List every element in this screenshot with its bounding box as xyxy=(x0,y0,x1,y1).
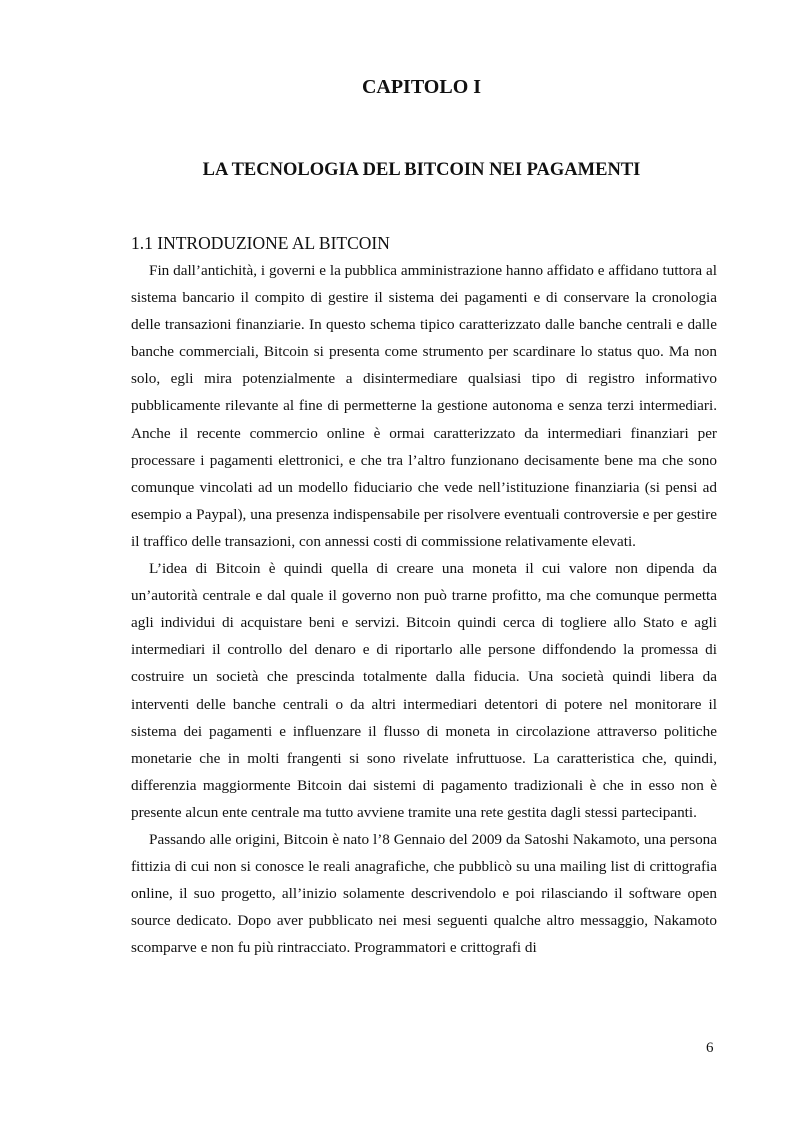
body-text xyxy=(131,257,717,961)
chapter-title: LA TECNOLOGIA DEL BITCOIN NEI PAGAMENTI xyxy=(202,160,641,180)
paragraph: Passando alle origini, Bitcoin è nato l’8 Gennaio del 2009 da Satoshi Nakamoto, una persona fittizia di cui non si conosce le reali anagrafiche, che pubblicò su una mailing list di crittografia online, il suo progetto, all’inizio solamente descrivendolo e poi rilasciando il software open source dedicato. Dopo aver pubblicato nei mesi seguenti qualche altro messaggio, Nakamoto scomparve e non fu più rintracciato. Programmatori e crittografi di xyxy=(131,830,717,957)
section-heading: 1.1 INTRODUZIONE AL BITCOIN xyxy=(131,233,390,253)
chapter-label: CAPITOLO I xyxy=(361,76,482,98)
paragraph: Fin dall’antichità, i governi e la pubblica amministrazione hanno affidato e affidano tuttora al sistema bancario il compito di gestire il sistema dei pagamenti e di conservare la cronologia delle transazioni finanziarie. In questo schema tipico caratterizzato dalle banche centrali e dalle banche commerciali, Bitcoin si presenta come strumento per scardinare lo status quo. Ma non solo, egli mira potenzialmente a disintermediare qualsiasi tipo di registro informativo pubblicamente rilevante al fine di permetterne la gestione autonoma e senza terzi intermediari. Anche il recente commercio online è ormai caratterizzato da intermediari finanziari per processare i pagamenti elettronici, e che tra l’altro funzionano decisamente bene ma che sono comunque vincolati ad un modello fiduciario che vede nell’istituzione finanziaria (si pensi ad esempio a Paypal), una presenza indispensabile per risolvere eventuali controversie e per gestire il traffico delle transazioni, con annessi costi di commissione relativamente elevati. xyxy=(131,262,717,550)
page-number: 6 xyxy=(706,1040,714,1056)
paragraph: L’idea di Bitcoin è quindi quella di creare una moneta il cui valore non dipenda da un’autorità centrale e dal quale il governo non può trarne profitto, ma che comunque permetta agli individui di acquistare beni e servizi. Bitcoin quindi cerca di togliere allo Stato e agli intermediari il controllo del denaro e di riportarlo alle persone diffondendo la promessa di costruire un società che prescinda totalmente dalla fiducia. Una società quindi libera da interventi delle banche centrali o da altri intermediari detentori di potere nel monitorare il sistema dei pagamenti e influenzare il flusso di moneta in circolazione attraverso politiche monetarie che in molti frangenti si sono rivelate infruttuose. La caratteristica che, quindi, differenzia maggiormente Bitcoin dai sistemi di pagamento tradizionali è che in esso non è presente alcun ente centrale ma tutto avviene tramite una rete gestita dagli stessi partecipanti. xyxy=(131,560,717,821)
